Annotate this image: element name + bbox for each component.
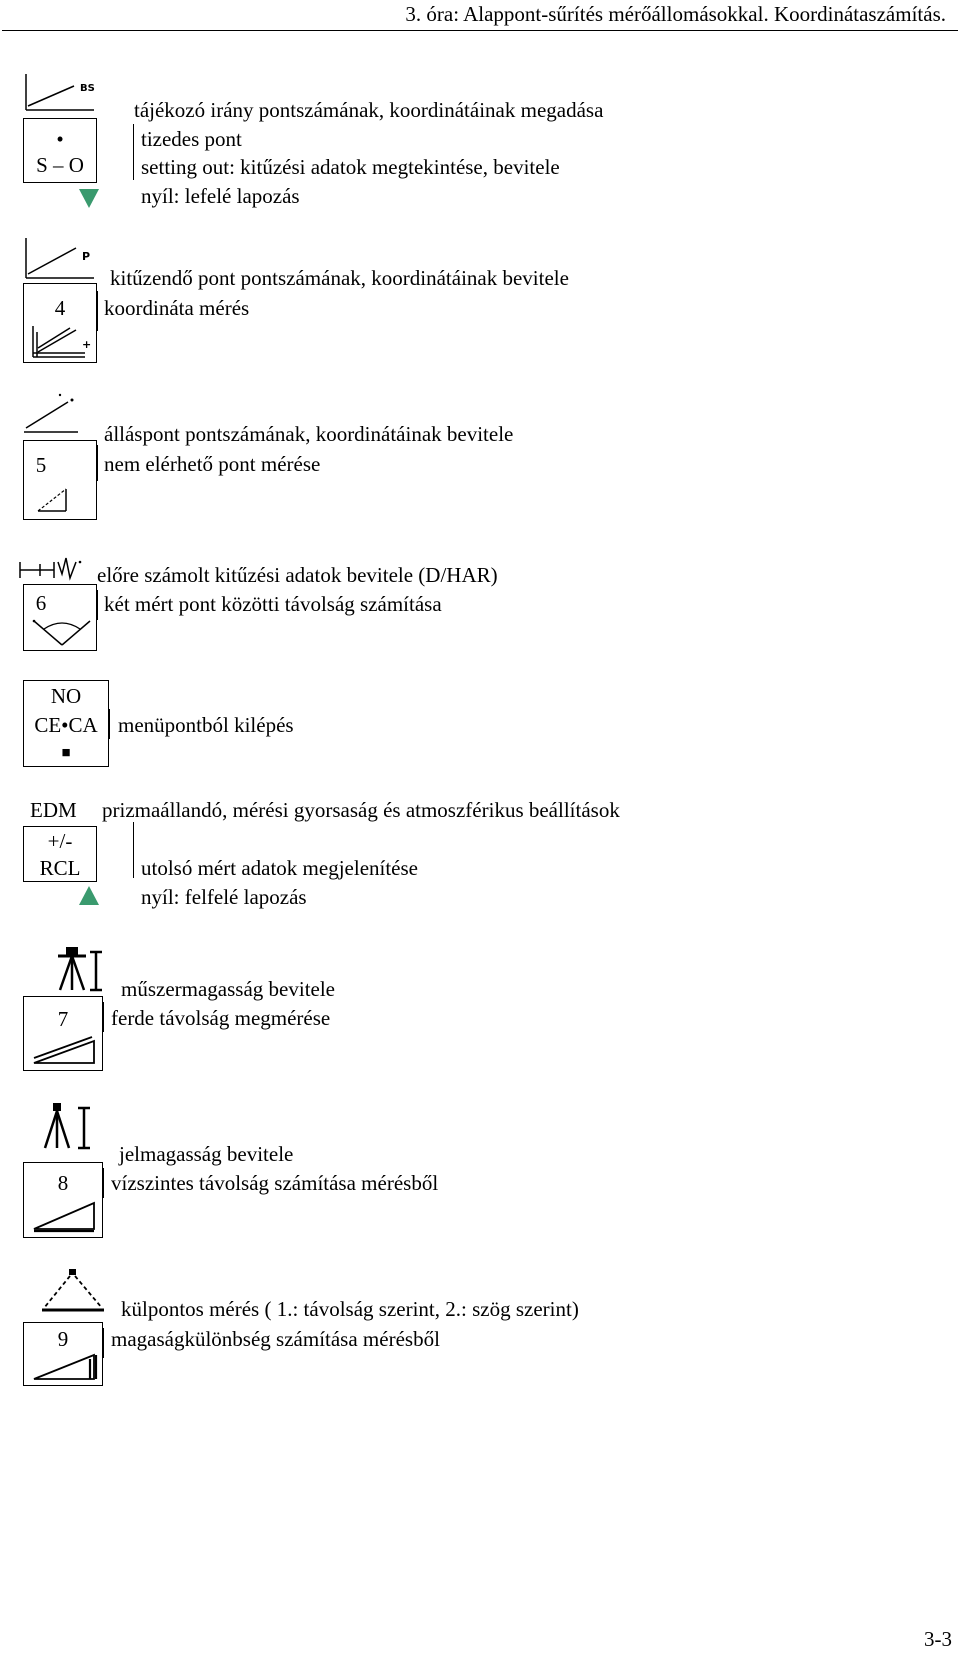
desc-line: külpontos mérés ( 1.: távolság szerint, 2.: szög szerint): [121, 1297, 579, 1321]
key-6[interactable]: [23, 584, 97, 651]
key-ce-ca-label: CE•CA: [34, 713, 98, 737]
key-5-label: 5: [35, 453, 47, 477]
key-8-label: 8: [57, 1171, 69, 1195]
key-4[interactable]: [23, 283, 97, 363]
key-rcl-label: RCL: [39, 856, 81, 880]
svg-text:P: P: [82, 250, 91, 263]
key-edm-label: EDM: [30, 798, 77, 822]
desc-line: két mért pont közötti távolság számítása: [104, 592, 442, 616]
key-8[interactable]: [23, 1162, 103, 1238]
desc-line: nem elérhető pont mérése: [104, 452, 321, 476]
desc-line: ferde távolság megmérése: [111, 1006, 331, 1030]
divider-line: [97, 291, 98, 331]
desc-line: koordináta mérés: [104, 296, 250, 320]
station-point-icon: [22, 392, 102, 438]
key-plus-minus-label: +/-: [47, 829, 73, 853]
desc-line: magaságkülönbség számítása mérésből: [111, 1327, 440, 1351]
key-ce-ca[interactable]: [23, 680, 109, 767]
svg-text:BS: BS: [80, 83, 95, 94]
divider-line: [109, 709, 110, 739]
desc-line: vízszintes távolság számítása mérésből: [111, 1171, 439, 1195]
arrow-down-icon: [78, 187, 100, 209]
desc-line: álláspont pontszámának, koordinátáinak bevitele: [104, 422, 514, 446]
key-s-o-label: S – O: [36, 153, 84, 177]
arrow-up-icon: [78, 885, 100, 907]
two-point-distance-icon: [30, 615, 94, 647]
key-6-label: 6: [35, 591, 47, 615]
key-5[interactable]: [23, 440, 97, 520]
page-header-title: 3. óra: Alappont-sűrítés mérőállomásokkal. Koordinátaszámítás.: [405, 2, 946, 26]
key-7[interactable]: [23, 996, 103, 1071]
eccentric-measure-icon: [40, 1268, 106, 1314]
point-p-icon: [24, 236, 104, 282]
divider-line: [97, 590, 98, 620]
key-plus-minus[interactable]: [23, 826, 97, 882]
desc-line: előre számolt kitűzési adatok bevitele (D/HAR): [97, 563, 498, 587]
divider-line: [103, 1328, 104, 1358]
desc-line: tájékozó irány pontszámának, koordinátáinak megadása: [134, 98, 604, 122]
page-number: 3-3: [924, 1627, 952, 1651]
desc-line: setting out: kitűzési adatok megtekintése, bevitele: [141, 155, 560, 179]
desc-line: nyíl: lefelé lapozás: [141, 184, 300, 208]
target-height-icon: [42, 1102, 94, 1152]
desc-line: kitűzendő pont pontszámának, koordinátáinak bevitele: [110, 266, 569, 290]
slope-distance-icon: [32, 1035, 98, 1067]
bracket-line: [133, 124, 134, 180]
height-difference-icon: [32, 1351, 98, 1383]
coordinate-measure-icon: [30, 324, 92, 360]
key-no-label: NO: [50, 684, 82, 708]
distance-har-icon: [18, 556, 82, 582]
instrument-height-icon: [56, 946, 106, 994]
key-9-label: 9: [57, 1327, 69, 1351]
horizontal-distance-icon: [32, 1199, 98, 1233]
key-s-o[interactable]: [23, 118, 97, 183]
desc-line: utolsó mért adatok megjelenítése: [141, 856, 418, 880]
divider-line: [97, 445, 98, 481]
backsight-bs-icon: [24, 72, 104, 114]
svg-text:+: +: [82, 338, 92, 351]
header-divider: [2, 30, 958, 31]
key-7-label: 7: [57, 1007, 69, 1031]
desc-line: menüpontból kilépés: [118, 713, 294, 737]
desc-line: nyíl: felfelé lapozás: [141, 885, 307, 909]
desc-line: jelmagasság bevitele: [119, 1142, 294, 1166]
desc-line: tizedes pont: [141, 127, 242, 151]
inaccessible-point-icon: [36, 487, 76, 515]
desc-line: prizmaállandó, mérési gyorsaság és atmoszférikus beállítások: [102, 798, 620, 822]
key-4-label: 4: [54, 296, 66, 320]
bracket-line: [133, 822, 134, 878]
key-9[interactable]: [23, 1322, 103, 1386]
divider-line: [103, 1002, 104, 1032]
desc-line: műszermagasság bevitele: [121, 977, 335, 1001]
divider-line: [103, 1168, 104, 1198]
stop-square-icon: ■: [61, 745, 71, 761]
key-dot-label: •: [56, 127, 64, 151]
